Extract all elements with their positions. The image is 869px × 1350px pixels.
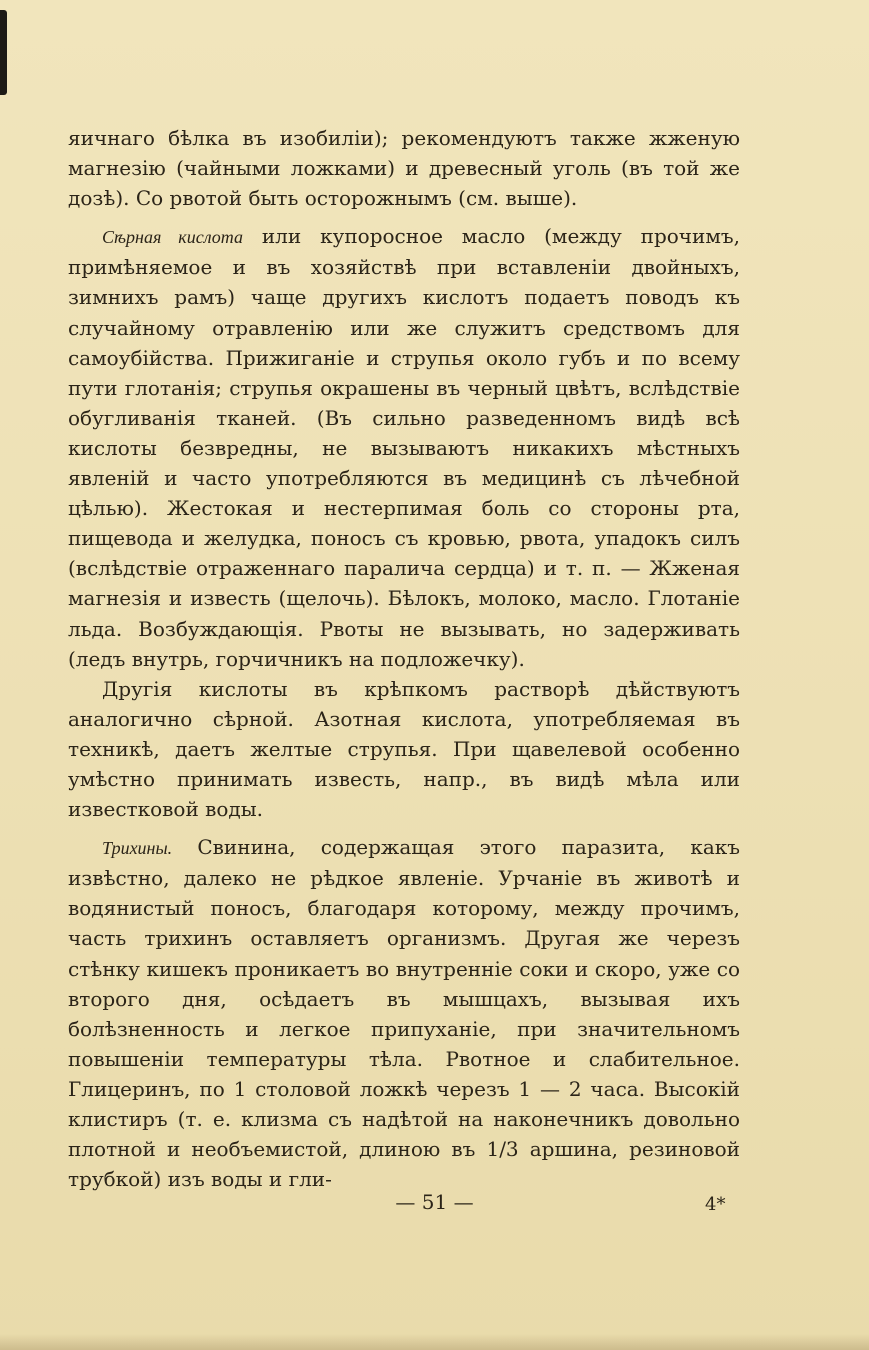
paragraph-egg-white (68, 123, 740, 213)
page-bottom-edge (0, 1334, 869, 1350)
paragraph-text: Другія кислоты въ крѣпкомъ растворѣ дѣйствуютъ аналогично сѣрной. Азотная кислота, употребляемая въ техникѣ, даетъ желтые струпья. При щавелевой особенно умѣстно принимать известь, напр., въ видѣ мѣла или известковой воды. (68, 676, 740, 822)
body-text (68, 123, 740, 1194)
paragraph-heading-sulfuric-acid: Сѣрная кислота (102, 227, 243, 248)
page-number: — 51 — (395, 1190, 474, 1214)
paragraph-text: или купоросное масло (между прочимъ, примѣняемое и въ хозяйствѣ при вставленіи двойныхъ, зимнихъ рамъ) чаще другихъ кислотъ подаетъ поводъ къ случайному отравленію или же служитъ средствомъ для самоубійства. Прижиганіе и струпья около губъ и по всему пути глотанія; струпья окрашены въ черный цвѣтъ, вслѣдствіе обугливанія тканей. (Въ сильно разведенномъ видѣ всѣ кислоты безвредны, не вызываютъ никакихъ мѣстныхъ явленій и часто употребляются въ медицинѣ съ лѣчебной цѣлью). Жестокая и нестерпимая боль со стороны рта, пищевода и желудка, поносъ съ кровью, рвота, упадокъ силъ (вслѣдствіе отраженнаго паралича сердца) и т. п. — Жженая магнезія и известь (щелочь). Бѣлокъ, молоко, масло. Глотаніе льда. Возбуждающія. Рвоты не вызывать, но задерживать (ледъ внутрь, горчичникъ на подложечку). (68, 224, 740, 671)
binding-shadow (0, 10, 7, 95)
paragraph-text: яичнаго бѣлка въ изобиліи); рекомендуютъ также жженую магнезію (чайными ложками) и древесный уголь (въ той же дозѣ). Со рвотой быть осторожнымъ (см. выше). (68, 126, 740, 211)
paragraph-text: Свинина, содержащая этого паразита, какъ извѣстно, далеко не рѣдкое явленіе. Урчаніе въ животѣ и водянистый поносъ, благодаря которому, между прочимъ, часть трихинъ оставляетъ организмъ. Другая же черезъ стѣнку кишекъ проникаетъ во внутренніе соки и скоро, уже со второго дня, осѣдаетъ въ мышцахъ, вызывая ихъ болѣзненность и легкое припуханіе, при значительномъ повышеніи температуры тѣла. Рвотное и слабительное. Глицеринъ, по 1 столовой ложкѣ черезъ 1 — 2 часа. Высокій клистиръ (т. е. клизма съ надѣтой на наконечникъ довольно плотной и необъемистой, длиною въ 1/3 аршина, резиновой трубкой) изъ воды и гли- (68, 835, 740, 1192)
paragraph-trichinae (68, 832, 740, 1194)
paragraph-sulfuric-acid (68, 221, 740, 673)
signature-mark: 4* (705, 1194, 726, 1215)
paragraph-other-acids (68, 674, 740, 824)
page-footer (0, 1190, 869, 1220)
paragraph-heading-trichinae: Трихины. (102, 838, 173, 859)
